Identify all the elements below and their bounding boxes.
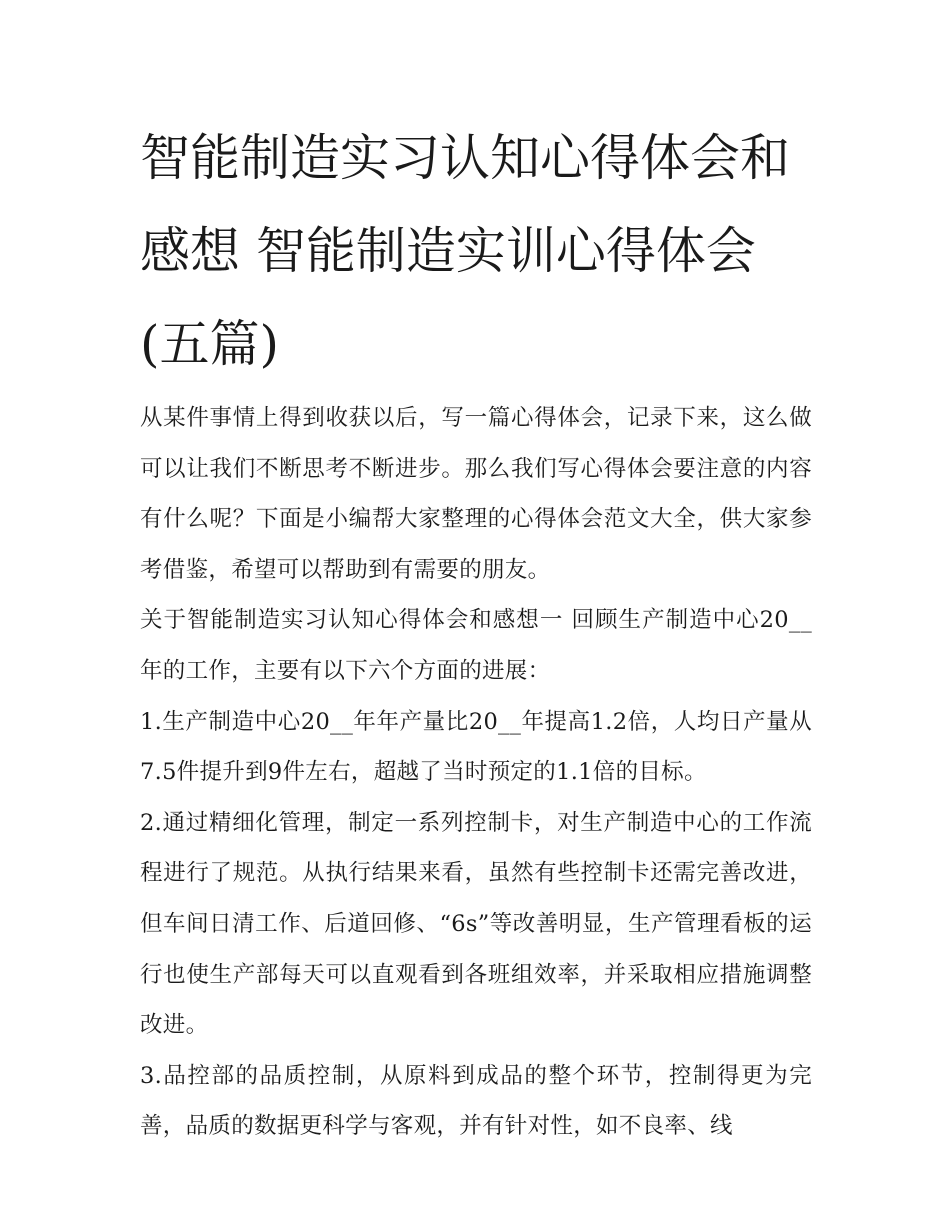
document-title: 智能制造实习认知心得体会和感想 智能制造实训心得体会(五篇)	[140, 129, 790, 373]
document-body	[140, 393, 812, 1152]
paragraph-item-1: 1.生产制造中心20__年年产量比20__年提高1.2倍，人均日产量从7.5件提升到9件左右，超越了当时预定的1.1倍的目标。	[140, 708, 812, 786]
paragraph-item-2: 2.通过精细化管理，制定一系列控制卡，对生产制造中心的工作流程进行了规范。从执行结果来看，虽然有些控制卡还需完善改进，但车间日清工作、后道回修、“6s”等改善明显，生产管理看板的运行也使生产部每天可以直观看到各班组效率，并采取相应措施调整改进。	[140, 809, 812, 1039]
paragraph-intro: 从某件事情上得到收获以后，写一篇心得体会，记录下来，这么做可以让我们不断思考不断进步。那么我们写心得体会要注意的内容有什么呢？下面是小编帮大家整理的心得体会范文大全，供大家参考借鉴，希望可以帮助到有需要的朋友。	[140, 405, 812, 583]
document-page	[140, 112, 812, 1152]
paragraph-section-one: 关于智能制造实习认知心得体会和感想一 回顾生产制造中心20__年的工作，主要有以下六个方面的进展：	[140, 607, 812, 684]
paragraph-item-3: 3.品控部的品质控制，从原料到成品的整个环节，控制得更为完善，品质的数据更科学与客观，并有针对性，如不良率、线	[140, 1062, 812, 1140]
